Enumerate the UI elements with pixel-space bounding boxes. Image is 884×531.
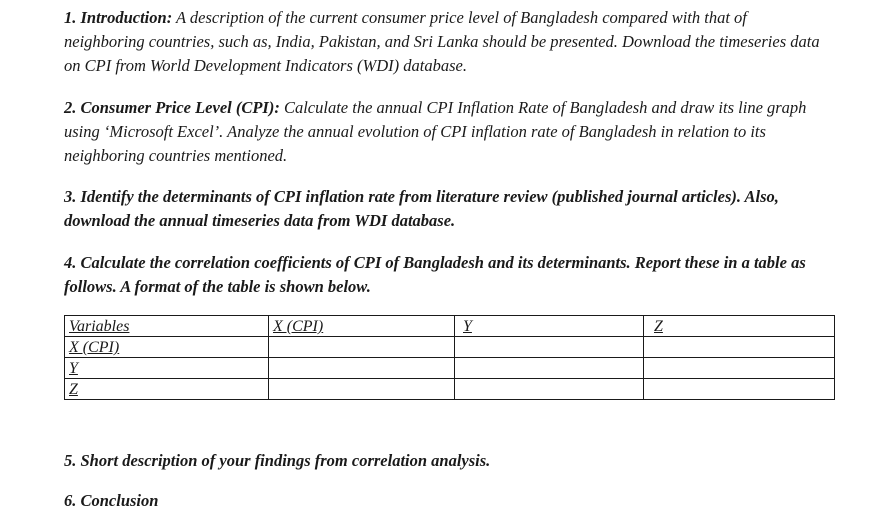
introduction-paragraph (64, 6, 824, 78)
table-header-cell: X (CPI) (269, 316, 455, 337)
table-cell (455, 379, 644, 400)
table-row (65, 337, 835, 358)
table-cell (269, 358, 455, 379)
table-header-cell: Z (644, 316, 835, 337)
determinants-paragraph: 3. Identify the determinants of CPI inflation rate from literature review (published journal articles). Also, download the annual timeseries data from WDI database. (64, 187, 779, 230)
table-row-label: X (CPI) (65, 337, 269, 358)
table-cell (644, 379, 835, 400)
correlation-table (64, 315, 835, 400)
cpi-paragraph (64, 96, 824, 168)
table-header-cell: Y (455, 316, 644, 337)
cpi-text: Calculate the annual CPI Inflation Rate of Bangladesh and draw its line graph using ‘Microsoft Excel’. Analyze the annual evolution of CPI inflation rate of Bangladesh in relation to its neighboring countries mentioned. (64, 98, 807, 165)
table-row (65, 358, 835, 379)
table-row (65, 379, 835, 400)
table-header-cell: Variables (65, 316, 269, 337)
table-cell (455, 358, 644, 379)
table-cell (455, 337, 644, 358)
cpi-heading: 2. Consumer Price Level (CPI): (64, 98, 280, 117)
table-cell (269, 379, 455, 400)
correlation-paragraph: 4. Calculate the correlation coefficients of CPI of Bangladesh and its determinants. Report these in a table as follows. A format of the table is shown below. (64, 253, 806, 296)
table-cell (644, 337, 835, 358)
table-cell (644, 358, 835, 379)
table-header-row (65, 316, 835, 337)
table-row-label: Z (65, 379, 269, 400)
introduction-text: A description of the current consumer price level of Bangladesh compared with that of neighboring countries, such as, India, Pakistan, and Sri Lanka should be presented. Download the timeseries data on CPI from World Development Indicators (WDI) database. (64, 8, 820, 75)
conclusion-heading: 6. Conclusion (64, 491, 159, 510)
table-cell (269, 337, 455, 358)
findings-paragraph: 5. Short description of your findings from correlation analysis. (64, 451, 491, 470)
table-row-label: Y (65, 358, 269, 379)
introduction-heading: 1. Introduction: (64, 8, 173, 27)
